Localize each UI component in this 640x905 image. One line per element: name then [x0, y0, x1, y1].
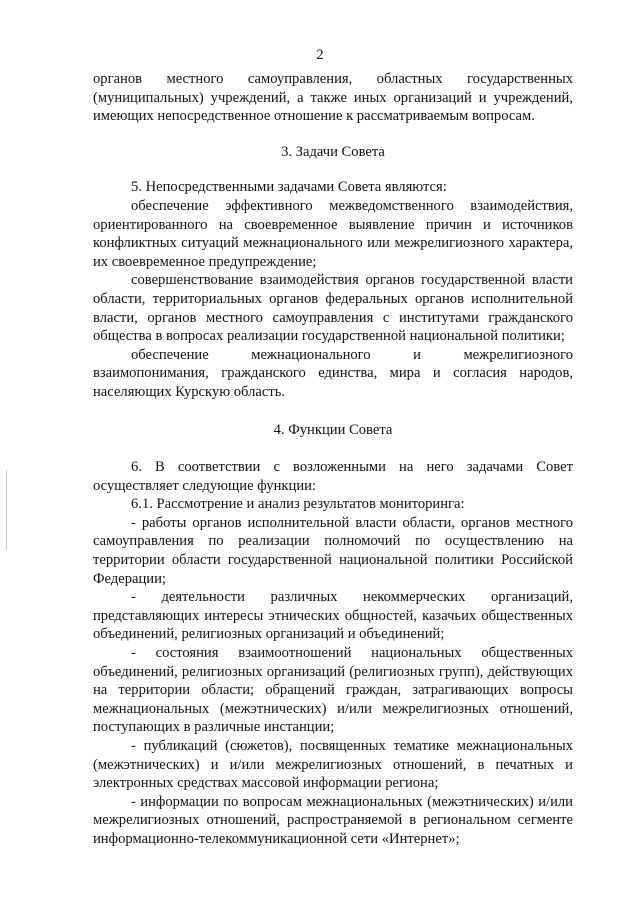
intro-paragraph: органов местного самоуправления, областных государственных (муниципальных) учреждений, а также иных организаций и учреждений, имеющих непосредственное отношение к рассматриваемым вопросам.: [93, 71, 573, 125]
section-4-item: - работы органов исполнительной власти области, органов местного самоуправления по реализации полномочий по осуществлению на территории области государственной национальной политики Российской Федерации;: [93, 514, 573, 587]
section-3-item: обеспечение межнационального и межрелигиозного взаимопонимания, гражданского единства, мира и согласия народов, населяющих Курскую область.: [93, 346, 573, 400]
document-body: [93, 70, 573, 849]
section-4-item: - деятельности различных некоммерческих организаций, представляющих интересы этнических общностей, казачьих общественных объединений, религиозных организаций и объединений;: [93, 589, 573, 643]
section-3-lead: 5. Непосредственными задачами Совета являются:: [131, 179, 447, 196]
margin-scan-mark: [6, 470, 7, 550]
section-4-subheading: 6.1. Рассмотрение и анализ результатов мониторинга:: [131, 496, 465, 513]
section-3-item: совершенствование взаимодействия органов государственной власти области, территориальных органов федеральных органов исполнительной власти, органов местного самоуправления с институтами гражданского общества в вопросах реализации государственной национальной политики;: [93, 272, 573, 345]
section-4-item: - публикаций (сюжетов), посвященных тематике межнациональных (межэтнических) и и/или межрелигиозных отношений, в печатных и электронных средствах массовой информации региона;: [93, 738, 573, 792]
section-4-heading: 4. Функции Совета: [273, 421, 393, 438]
section-3-item: обеспечение эффективного межведомственного взаимодействия, ориентированного на своевременное выявление причин и источников конфликтных ситуаций межнационального или межрелигиозного характера, их своевременное предупреждение;: [93, 197, 573, 270]
section-4-item: - информации по вопросам межнациональных (межэтнических) и/или межрелигиозных отношений, распространяемой в региональном сегменте информационно-телекоммуникационной сети «Интернет»;: [93, 793, 573, 847]
section-4-lead: 6. В соответствии с возложенными на него задачами Совет осуществляет следующие функции:: [93, 459, 573, 494]
page-number: 2: [316, 47, 324, 63]
section-3-heading: 3. Задачи Совета: [281, 143, 385, 160]
section-4-item: - состояния взаимоотношений национальных общественных объединений, религиозных организаций (религиозных групп), действующих на территории области; обращений граждан, затрагивающих вопросы межнациональных (межэтнических) и/или межрелигиозных отношений, поступающих в различные инстанции;: [93, 645, 573, 736]
